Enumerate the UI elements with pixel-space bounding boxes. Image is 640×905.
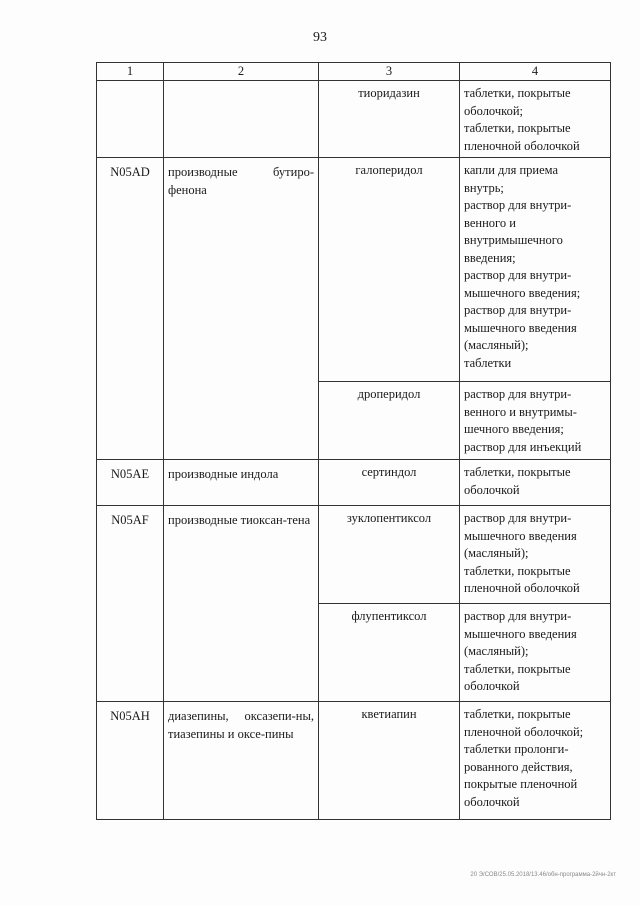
dosage-form-line: таблетки, покрытые bbox=[464, 563, 571, 578]
dosage-form-line: капли для приема bbox=[464, 163, 559, 177]
dosage-form-line: пленочной оболочкой; bbox=[464, 724, 584, 739]
dosage-form-line: раствор для внутри- bbox=[464, 511, 572, 525]
dosage-forms-cell bbox=[460, 604, 611, 702]
dosage-form-line: венного и bbox=[464, 215, 516, 230]
dosage-forms-cell bbox=[460, 382, 611, 460]
atc-code-cell: N05AH bbox=[97, 702, 164, 820]
header-col-1: 1 bbox=[97, 63, 164, 81]
dosage-form-line: раствор для внутри- bbox=[464, 198, 572, 212]
dosage-form-line: рованного действия, bbox=[464, 759, 573, 774]
dosage-form-line: мышечного введения bbox=[464, 320, 577, 335]
dosage-form-line: таблетки, покрытые bbox=[464, 707, 571, 721]
dosage-form-line: мышечного введения bbox=[464, 626, 577, 641]
group-cell bbox=[164, 81, 319, 158]
dosage-form-line: раствор для внутри- bbox=[464, 387, 572, 401]
table-row bbox=[97, 158, 611, 382]
drug-table bbox=[96, 62, 611, 820]
dosage-form-line: оболочкой bbox=[464, 794, 520, 809]
atc-code-cell: N05AE bbox=[97, 460, 164, 506]
dosage-forms-cell bbox=[460, 81, 611, 158]
dosage-form-line: таблетки пролонги- bbox=[464, 742, 569, 756]
dosage-form-line: (масляный); bbox=[464, 644, 529, 658]
dosage-form-line: (масляный); bbox=[464, 546, 529, 560]
dosage-form-line: таблетки, покрытые bbox=[464, 86, 571, 100]
dosage-form-line: раствор для внутри- bbox=[464, 268, 572, 282]
atc-code-cell bbox=[97, 81, 164, 158]
group-cell: диазепины, оксазепи-ны, тиазепины и оксе-пины bbox=[164, 702, 319, 820]
dosage-form-line: пленочной оболочкой bbox=[464, 138, 580, 153]
atc-code-cell: N05AD bbox=[97, 158, 164, 460]
dosage-forms-cell bbox=[460, 460, 611, 506]
dosage-forms-cell bbox=[460, 158, 611, 382]
header-row bbox=[97, 63, 611, 81]
dosage-form-line: венного и внутримы- bbox=[464, 404, 577, 419]
group-cell: производные индола bbox=[164, 460, 319, 506]
dosage-forms-cell bbox=[460, 506, 611, 604]
header-col-2: 2 bbox=[164, 63, 319, 81]
dosage-form-line: раствор для внутри- bbox=[464, 609, 572, 623]
dosage-form-line: оболочкой bbox=[464, 482, 520, 497]
dosage-form-line: таблетки bbox=[464, 355, 512, 370]
header-col-3: 3 bbox=[319, 63, 460, 81]
dosage-form-line: внутрь; bbox=[464, 180, 504, 195]
footer-stamp: 20 Э/СОВ/25.05.2018/13.46/обн-программа-2йчн-2кт bbox=[470, 872, 616, 878]
substance-cell: сертиндол bbox=[319, 460, 460, 506]
dosage-form-line: раствор для инъекций bbox=[464, 439, 582, 454]
group-cell: производные тиоксан-тена bbox=[164, 506, 319, 702]
substance-cell: флупентиксол bbox=[319, 604, 460, 702]
dosage-form-line: покрытые пленочной bbox=[464, 777, 578, 791]
table-row bbox=[97, 702, 611, 820]
dosage-form-line: пленочной оболочкой bbox=[464, 581, 580, 595]
dosage-form-line: шечного введения; bbox=[464, 422, 564, 436]
dosage-form-line: мышечного введения; bbox=[464, 285, 581, 300]
page-number: 93 bbox=[313, 30, 327, 45]
dosage-form-line: раствор для внутри- bbox=[464, 303, 572, 317]
table-row bbox=[97, 506, 611, 604]
dosage-form-line: таблетки, покрытые bbox=[464, 465, 571, 479]
atc-code-cell: N05AF bbox=[97, 506, 164, 702]
dosage-form-line: оболочкой bbox=[464, 679, 520, 693]
substance-cell: дроперидол bbox=[319, 382, 460, 460]
table-row bbox=[97, 460, 611, 506]
dosage-forms-cell bbox=[460, 702, 611, 820]
header-col-4: 4 bbox=[460, 63, 611, 81]
dosage-form-line: таблетки, покрытые bbox=[464, 121, 571, 135]
dosage-form-line: введения; bbox=[464, 250, 516, 265]
table-row bbox=[97, 81, 611, 158]
dosage-form-line: оболочкой; bbox=[464, 103, 523, 118]
substance-cell: кветиапин bbox=[319, 702, 460, 820]
dosage-form-line: таблетки, покрытые bbox=[464, 661, 571, 676]
group-cell: производные бутиро-фенона bbox=[164, 158, 319, 460]
dosage-form-line: мышечного введения bbox=[464, 528, 577, 543]
substance-cell: галоперидол bbox=[319, 158, 460, 382]
substance-cell: тиоридазин bbox=[319, 81, 460, 158]
dosage-form-line: (масляный); bbox=[464, 338, 529, 352]
substance-cell: зуклопентиксол bbox=[319, 506, 460, 604]
dosage-form-line: внутримышечного bbox=[464, 233, 563, 247]
